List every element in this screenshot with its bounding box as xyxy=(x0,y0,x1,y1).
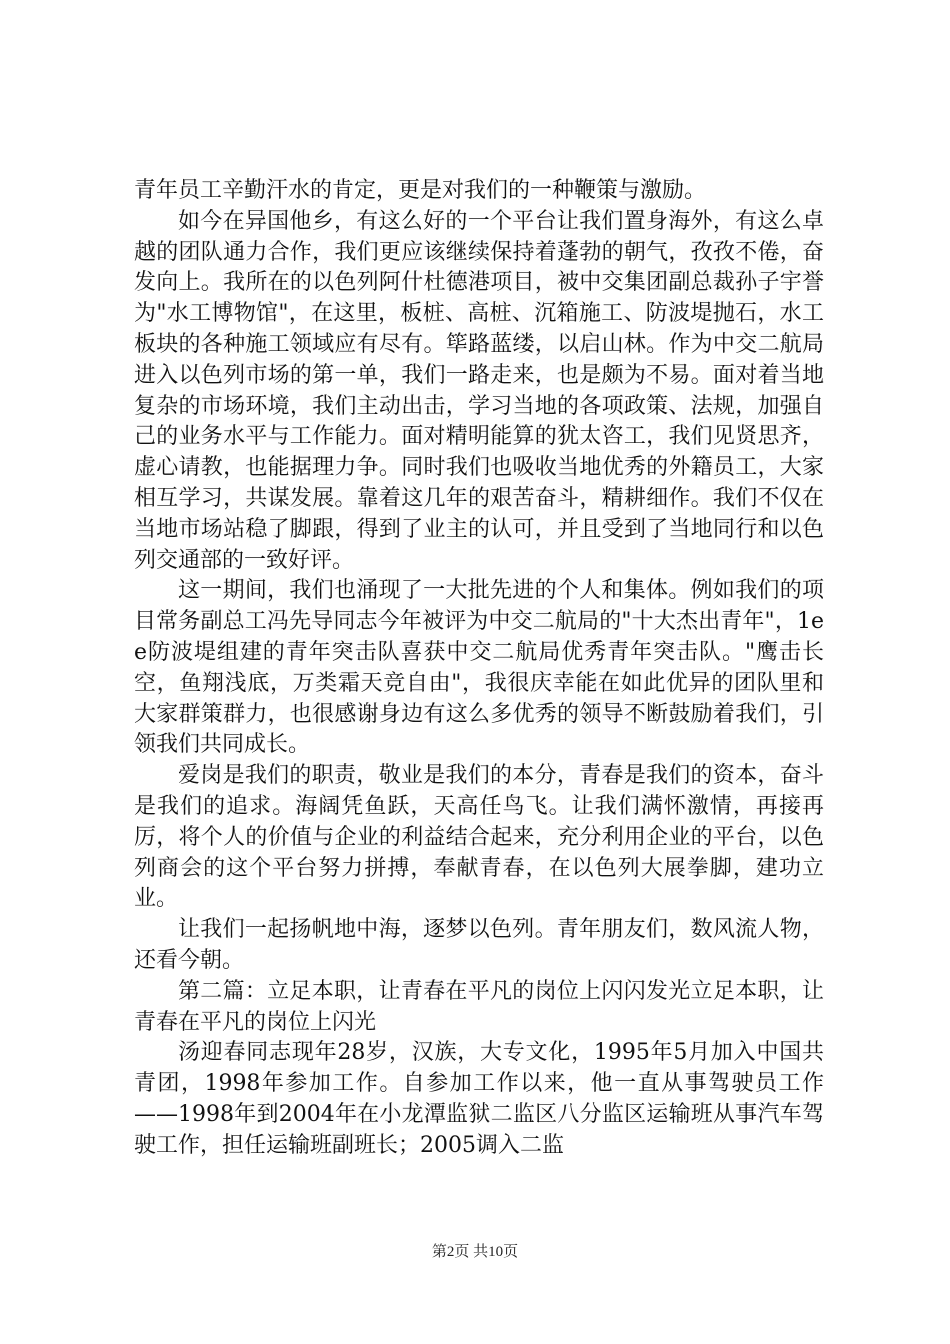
paragraph-dedication: 爱岗是我们的职责，敬业是我们的本分，青春是我们的资本，奋斗是我们的追求。海阔凭鱼跃，天高任鸟飞。让我们满怀激情，再接再厉，将个人的价值与企业的利益结合起来，充分利用企业的平台，以色列商会的这个平台努力拼搏，奉献青春，在以色列大展拳脚，建功立业。 xyxy=(134,763,824,912)
paragraph-overseas-platform: 如今在异国他乡，有这么好的一个平台让我们置身海外，有这么卓越的团队通力合作，我们更应该继续保持着蓬勃的朝气，孜孜不倦，奋发向上。我所在的以色列阿什杜德港项目，被中交集团副总裁孙子宇誉为"水工博物馆"，在这里，板桩、高桩、沉箱施工、防波堤抛石，水工板块的各种施工领域应有尽有。筚路蓝缕，以启山林。作为中交二航局进入以色列市场的第一单，我们一路走来，也是颇为不易。面对着当地复杂的市场环境，我们主动出击，学习当地的各项政策、法规，加强自己的业务水平与工作能力。面对精明能算的犹太咨工，我们见贤思齐，虚心请教，也能据理力争。同时我们也吸收当地优秀的外籍员工，大家相互学习，共谋发展。靠着这几年的艰苦奋斗，精耕细作。我们不仅在当地市场站稳了脚跟，得到了业主的认可，并且受到了当地同行和以色列交通部的一致好评。 xyxy=(134,208,824,573)
paragraph-biography: 汤迎春同志现年28岁，汉族，大专文化，1995年5月加入中国共青团，1998年参加工作。自参加工作以来，他一直从事驾驶员工作——1998年到2004年在小龙潭监狱二监区八分监区运输班从事汽车驾驶工作，担任运输班副班长；2005调入二监 xyxy=(134,1040,824,1158)
section-heading-part-two: 第二篇：立足本职，让青春在平凡的岗位上闪闪发光立足本职，让青春在平凡的岗位上闪光 xyxy=(134,978,824,1035)
paragraph-continuation: 青年员工辛勤汗水的肯定，更是对我们的一种鞭策与激励。 xyxy=(134,178,707,203)
page-footer: 第2页 共10页 xyxy=(431,1244,519,1260)
paragraph-advanced-individuals: 这一期间，我们也涌现了一大批先进的个人和集体。例如我们的项目常务副总工冯先导同志今年被评为中交二航局的"十大杰出青年"，1ee防波堤组建的青年突击队喜获中交二航局优秀青年突击队。"鹰击长空，鱼翔浅底，万类霜天竞自由"，我很庆幸能在如此优异的团队里和大家群策群力，也很感谢身边有这么多优秀的领导不断鼓励着我们，引领我们共同成长。 xyxy=(134,578,824,758)
paragraph-closing: 让我们一起扬帆地中海，逐梦以色列。青年朋友们，数风流人物，还看今朝。 xyxy=(134,917,824,973)
document-body xyxy=(134,176,824,1162)
